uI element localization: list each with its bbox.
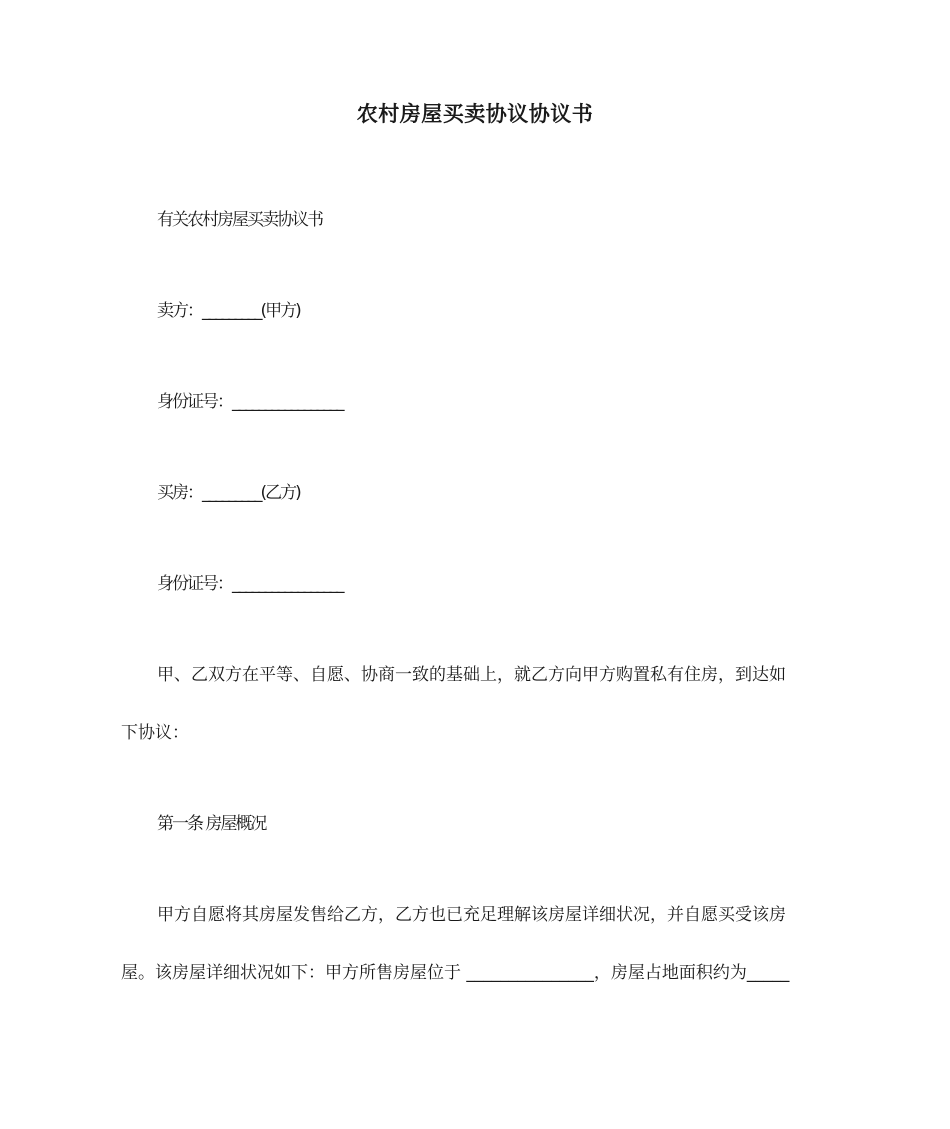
intro-line-1: 甲、乙双方在平等、自愿、协商一致的基础上，就乙方向甲方购置私有住房，到达如 [157, 665, 786, 685]
seller-id-line: 身份证号：_________________ [157, 392, 343, 412]
article1-line-2: 屋。该房屋详细状况如下：甲方所售房屋位于 _______________，房屋占地面积约为_____ [121, 963, 790, 983]
article1-heading: 第一条 房屋概况 [157, 814, 266, 834]
document-title: 农村房屋买卖协议协议书 [356, 102, 594, 126]
document-subtitle: 有关农村房屋买卖协议书 [157, 210, 322, 230]
buyer-id-line: 身份证号：_________________ [157, 574, 343, 594]
seller-line: 卖方：_________(甲方) [157, 301, 300, 321]
article1-paragraph [121, 900, 829, 988]
article1-line-1: 甲方自愿将其房屋发售给乙方，乙方也已充足理解该房屋详细状况，并自愿买受该房 [157, 905, 786, 925]
intro-line-2: 下协议： [121, 723, 189, 743]
intro-paragraph [121, 660, 829, 748]
buyer-line: 买房：_________(乙方) [157, 483, 300, 503]
